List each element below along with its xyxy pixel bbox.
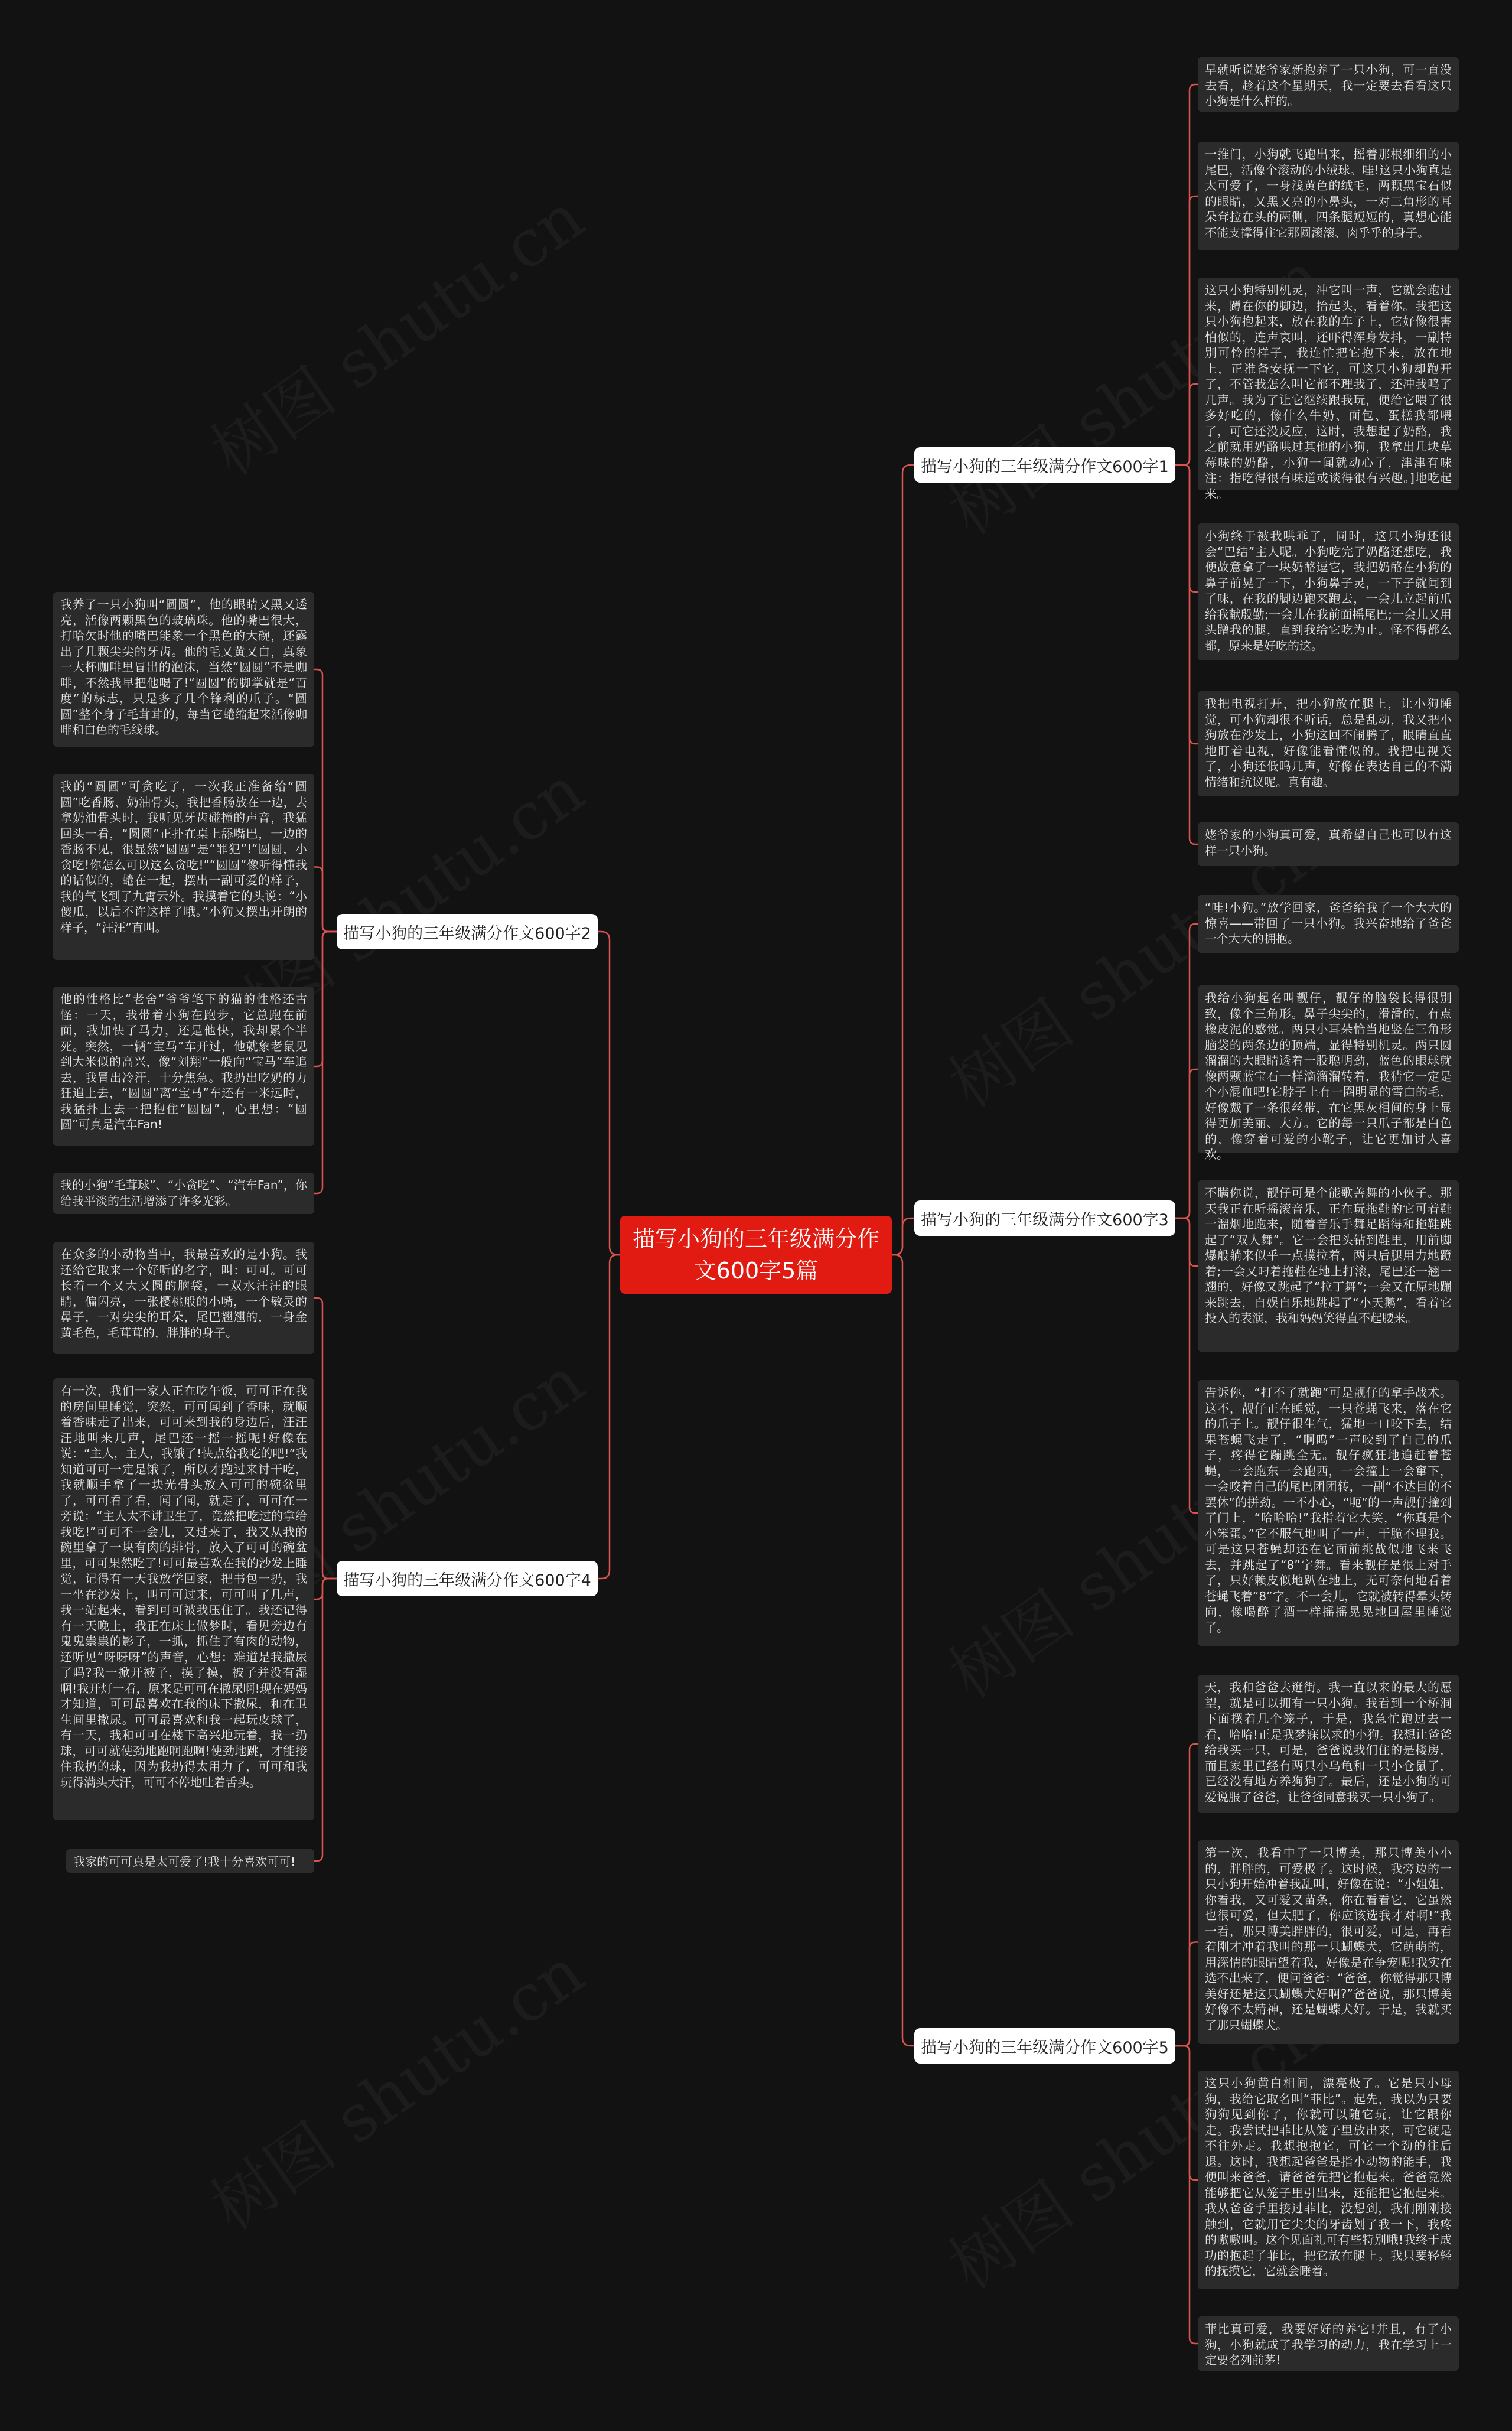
connector-line bbox=[1175, 1218, 1198, 1266]
branch-topic-essay-3[interactable]: 描写小狗的三年级满分作文600字3 bbox=[914, 1200, 1175, 1236]
connector-line bbox=[1175, 196, 1198, 465]
leaf-paragraph: 我的小狗“毛茸球”、“小贪吃”、“汽车Fan”，你给我平淡的生活增添了许多光彩。 bbox=[53, 1173, 314, 1214]
leaf-paragraph: 小狗终于被我哄乖了，同时，这只小狗还很会“巴结”主人呢。小狗吃完了奶酪还想吃，我便故意拿了一块奶酪逗它，我把奶酪在小狗的鼻子前晃了一下，小狗鼻子灵，一下子就闻到了味，在我的脚边跑来跑去，一会儿立起前爪给我献殷勤;一会儿在我前面摇尾巴;一会儿又用头蹭我的腿，直到我给它吃为止。怪不得都么都，原来是好吃的这。 bbox=[1198, 523, 1459, 660]
branch-topic-essay-2[interactable]: 描写小狗的三年级满分作文600字2 bbox=[337, 914, 598, 949]
connector-line bbox=[314, 932, 337, 1193]
branch-topic-essay-5[interactable]: 描写小狗的三年级满分作文600字5 bbox=[914, 2028, 1175, 2064]
leaf-paragraph: 我家的可可真是太可爱了!我十分喜欢可可! bbox=[66, 1849, 314, 1873]
leaf-paragraph: 第一次，我看中了一只博美，那只博美小小的，胖胖的，可爱极了。这时候，我旁边的一只小狗开始冲着我乱叫，好像在说：“小姐姐，你看我，又可爱又苗条，你在看看它，它虽然也很可爱，但太肥了，你应该选我才对啊!”我一看，那只博美胖胖的，很可爱，可是，再看着刚才冲着我叫的那一只蝴蝶犬，它萌萌的，用深情的眼睛望着我，好像是在争宠呢!我实在选不出来了，便问爸爸：“爸爸，你觉得那只博美好还是这只蝴蝶犬好啊?”爸爸说，那只博美好像不太精神，还是蝴蝶犬好。于是，我就买了那只蝴蝶犬。 bbox=[1198, 1840, 1459, 2044]
leaf-paragraph: 我的“圆圆”可贪吃了，一次我正准备给“圆圆”吃香肠、奶油骨头，我把香肠放在一边，去拿奶油骨头时，我听见牙齿碰撞的声音，我猛回头一看，“圆圆”正扑在桌上舔嘴巴，一边的香肠不见，很显然“圆圆”是“罪犯”!“圆圆，小贪吃!你怎么可以这么贪吃!”“圆圆”像听得懂我的话似的，蜷在一起，摆出一副可爱的样子，我的气飞到了九霄云外。我摸着它的头说：“小傻瓜，以后不许这样了哦。”小狗又摆出开朗的样子，“汪汪”直叫。 bbox=[53, 774, 314, 960]
leaf-paragraph: 我给小狗起名叫靓仔，靓仔的脑袋长得很别致，像个三角形。鼻子尖尖的，滑滑的，有点橡皮泥的感觉。两只小耳朵恰当地竖在三角形脑袋的两条边的顶端，显得特别机灵。两只圆溜溜的大眼睛透着一股聪明劲，蓝色的眼球就像两颗蓝宝石一样滴溜溜转着，我猜它一定是个小混血吧!它脖子上有一圈明显的雪白的毛，好像戴了一条很丝带，在它黑灰相间的身上显得更加美丽、大方。它的每一只爪子都是白色的，像穿着可爱的小靴子，让它更加讨人喜欢。 bbox=[1198, 985, 1459, 1153]
connector-line bbox=[1175, 384, 1198, 465]
leaf-paragraph: 我把电视打开，把小狗放在腿上，让小狗睡觉，可小狗却很不听话，总是乱动，我又把小狗放在沙发上，小狗这回不闹腾了，眼睛直直地盯着电视，好像能看懂似的。我把电视关了，小狗还低呜几声，好像在表达自己的不满情绪和抗议呢。真有趣。 bbox=[1198, 691, 1459, 796]
connector-line bbox=[1175, 1942, 1198, 2046]
leaf-paragraph: 这只小狗黄白相间，漂亮极了。它是只小母狗，我给它取名叫“菲比”。起先，我以为只要狗狗见到你了，你就可以随它玩，让它跟你走。我尝试把菲比从笼子里放出来，可它硬是不往外走。我想抱抱它，可它一个劲的往后退。这时，我想起爸爸是指小动物的能手，我便叫来爸爸，请爸爸先把它抱起来。爸爸竟然能够把它从笼子里引出来，还能把它抱起来。我从爸爸手里接过菲比，没想到，我们刚刚接触到，它就用它尖尖的牙齿划了我一下，我疼的嗷嗷叫。这个见面礼可有些特别哦!我终于成功的抱起了菲比，把它放在腿上。我只要轻轻的抚摸它，它就会睡着。 bbox=[1198, 2071, 1459, 2289]
leaf-paragraph: 不瞒你说，靓仔可是个能歌善舞的小伙子。那天我正在听摇滚音乐，正在玩拖鞋的它可着鞋一溜烟地跑来，随着音乐手舞足蹈得和拖鞋跳起了“双人舞”。它一会把头钻到鞋里，用前脚爆般躺来似乎一点摸拉着，两只后腿用力地蹬着;一会又叼着拖鞋在地上打滚，尾巴还一翘一翘的，好像又跳起了“拉丁舞”;一会又在原地蹦来跳去，自娱自乐地跳起了“小天鹅”，看着它投入的表演，我和妈妈笑得直不起腰来。 bbox=[1198, 1180, 1459, 1352]
leaf-paragraph: 姥爷家的小狗真可爱，真希望自己也可以有这样一只小狗。 bbox=[1198, 822, 1459, 866]
connector-line bbox=[1175, 1744, 1198, 2046]
leaf-paragraph: “哇!小狗。”放学回家，爸爸给我了一个大大的惊喜——带回了一只小狗。我兴奋地给了爸爸一个大大的拥抱。 bbox=[1198, 895, 1459, 953]
root-topic[interactable]: 描写小狗的三年级满分作文600字5篇 bbox=[620, 1216, 892, 1294]
connector-line bbox=[598, 932, 620, 1255]
leaf-paragraph: 一推门，小狗就飞跑出来，摇着那根细细的小尾巴，活像个滚动的小绒球。哇!这只小狗真是太可爱了，一身浅黄色的绒毛，两颗黑宝石似的眼睛，又黑又亮的小鼻头，一对三角形的耳朵耷拉在头的两侧，四条腿短短的，真想心能不能支撑得住它那圆滚滚、肉乎乎的身子。 bbox=[1198, 142, 1459, 250]
connector-line bbox=[598, 1255, 620, 1579]
connector-line bbox=[314, 867, 337, 932]
connector-line bbox=[314, 1579, 337, 1861]
connector-line bbox=[892, 465, 914, 1255]
connector-line bbox=[314, 932, 337, 1066]
leaf-paragraph: 告诉你，“打不了就跑”可是靓仔的拿手战术。这不，靓仔正在睡觉，一只苍蝇飞来，落在它的爪子上。靓仔很生气，猛地一口咬下去，结果苍蝇飞走了，“啊呜”一声咬到了自己的爪子，疼得它蹦跳全无。靓仔疯狂地追赶着苍蝇，一会跑东一会跑西，一会撞上一会窜下，一会咬着自己的尾巴团团转，一副“不达目的不罢休”的拼劲。一不小心，“呃”的一声靓仔撞到了门上，“哈哈哈!”我指着它大笑，“你真是个小笨蛋。”它不服气地叫了一声，干脆不理我。可是这只苍蝇却还在它面前挑战似地飞来飞去，并跳起了“8”字舞。看来靓仔是很上对手了，只好赖皮似地趴在地上，无可奈何地看着苍蝇飞着“8”字。不一会儿，它就被转得晕头转向，像喝醉了酒一样摇摇晃晃地回屋里睡觉了。 bbox=[1198, 1380, 1459, 1646]
connector-line bbox=[1175, 1069, 1198, 1218]
leaf-paragraph: 这只小狗特别机灵，冲它叫一声，它就会跑过来，蹲在你的脚边，抬起头，看着你。我把这只小狗抱起来，放在我的车子上，它好像很害怕似的，连声哀叫，还吓得浑身发抖，一副特别可怜的样子，我连忙把它抱下来，放在地上，正准备安抚一下它，可这只小狗却跑开了，不管我怎么叫它都不理我了，还冲我鸣了几声。我为了让它继续跟我玩，便给它喂了很多好吃的，像什么牛奶、面包、蛋糕我都喂了，可它还没反应，这时，我想起了奶酪，我之前就用奶酪哄过其他的小狗，我拿出几块草莓味的奶酪，小狗一闻就动心了，津津有味注：指吃得很有味道或谈得很有兴趣。]地吃起来。 bbox=[1198, 278, 1459, 490]
branch-topic-essay-1[interactable]: 描写小狗的三年级满分作文600字1 bbox=[914, 447, 1175, 483]
leaf-paragraph: 天，我和爸爸去逛街。我一直以来的最大的愿望，就是可以拥有一只小狗。我看到一个桥洞下面摆着几个笼子，于是，我急忙跑过去一看，哈哈!正是我梦寐以求的小狗。我想让爸爸给我买一只，可是，爸爸说我们住的是楼房，而且家里已经有两只小乌龟和一只小仓鼠了，已经没有地方养狗狗了。最后，还是小狗的可爱说服了爸爸，让爸爸同意我买一只小狗了。 bbox=[1198, 1675, 1459, 1813]
connector-line bbox=[1175, 2046, 1198, 2180]
branch-topic-essay-4[interactable]: 描写小狗的三年级满分作文600字4 bbox=[337, 1561, 598, 1596]
connector-line bbox=[1175, 1218, 1198, 1513]
connector-line bbox=[1175, 465, 1198, 592]
connector-line bbox=[314, 1298, 337, 1579]
connector-line bbox=[892, 1255, 914, 2046]
leaf-paragraph: 菲比真可爱，我要好好的养它!并且，有了小狗，小狗就成了我学习的动力，我在学习上一定要名列前茅! bbox=[1198, 2316, 1459, 2371]
leaf-paragraph: 在众多的小动物当中，我最喜欢的是小狗。我还给它取来一个好听的名字，叫：可可。可可长着一个又大又圆的脑袋，一双水汪汪的眼睛，偏闪亮，一张樱桃般的小嘴，一个敏灵的鼻子，一对尖尖的耳朵，尾巴翘翘的，一身金黄毛色，毛茸茸的，胖胖的身子。 bbox=[53, 1242, 314, 1354]
leaf-paragraph: 我养了一只小狗叫“圆圆”，他的眼睛又黑又透亮，活像两颗黑色的玻璃珠。他的嘴巴很大，打哈欠时他的嘴巴能象一个黑色的大碗，还露出了几颗尖尖的牙齿。他的毛又黄又白，真象一大杯咖啡里冒出的泡沫，当然“圆圆”不是咖啡，不然我早把他喝了!“圆圆”的脚掌就是“百度”的标志，只是多了几个锋利的爪子。“圆圆”整个身子毛茸茸的，每当它蜷缩起来活像咖啡和白色的毛线球。 bbox=[53, 592, 314, 747]
connector-line bbox=[1175, 465, 1198, 844]
connector-line bbox=[1175, 465, 1198, 744]
connector-line bbox=[892, 1218, 914, 1255]
connector-line bbox=[1175, 924, 1198, 1218]
leaf-paragraph: 早就听说姥爷家新抱养了一只小狗，可一直没去看，趁着这个星期天，我一定要去看看这只小狗是什么样的。 bbox=[1198, 57, 1459, 112]
connector-line bbox=[314, 669, 337, 932]
connector-line bbox=[314, 1579, 337, 1599]
connector-line bbox=[1175, 84, 1198, 465]
leaf-paragraph: 有一次，我们一家人正在吃午饭，可可正在我的房间里睡觉，突然，可可闻到了香味，就顺着香味走了出来，可可来到我的身边后，汪汪汪地叫来几声，尾巴还一摇一摇呢!好像在说：“主人，主人，我饿了!快点给我吃的吧!”我知道可可一定是饿了，所以才跑过来讨干吃，我就顺手拿了一块光骨头放入可可的碗盆里了，可可看了看，闻了闻，就走了，可可在一旁说：“主人太不讲卫生了，竟然把吃过的拿给我吃!”可可不一会儿，又过来了，我又从我的碗里拿了一块有肉的排骨，放入了可可的碗盆里，可可果然吃了!可可最喜欢在我的沙发上睡觉，记得有一天我放学回家，把书包一扔，我一坐在沙发上，叫可可过来，可可叫了几声，我一站起来，看到可可被我压住了。我还记得有一天晚上，我正在床上做梦时，看见旁边有鬼鬼祟祟的影子，一抓，抓住了有肉的动物，还听见“呀呀呀”的声音，心想：难道是我撒尿了吗?我一掀开被子，摸了摸，被子并没有湿啊!我开灯一看，原来是可可在撒尿啊!现在妈妈才知道，可可最喜欢在我的床下撒尿，和在卫生间里撒尿。可可最喜欢和我一起玩皮球了，有一天，我和可可在楼下高兴地玩着，我一扔球，可可就使劲地跑啊跑啊!使劲地跳，才能接住我扔的球，因为我扔得太用力了，可可和我玩得满头大汗，可可不停地吐着舌头。 bbox=[53, 1378, 314, 1820]
leaf-paragraph: 他的性格比“老舍”爷爷笔下的猫的性格还古怪：一天，我带着小狗在跑步，它总跑在前面，我加快了马力，还是他快，我却累个半死。突然，一辆“宝马”车开过，他就象老鼠见到大米似的高兴，像“刘翔”一般向“宝马”车追去，我冒出冷汗，十分焦急。我扔出吃奶的力狂追上去，“圆圆”离“宝马”车还有一米远时，我猛扑上去一把抱住“圆圆”，心里想：“圆圆”可真是汽车Fan! bbox=[53, 987, 314, 1146]
connector-line bbox=[1175, 2046, 1198, 2344]
